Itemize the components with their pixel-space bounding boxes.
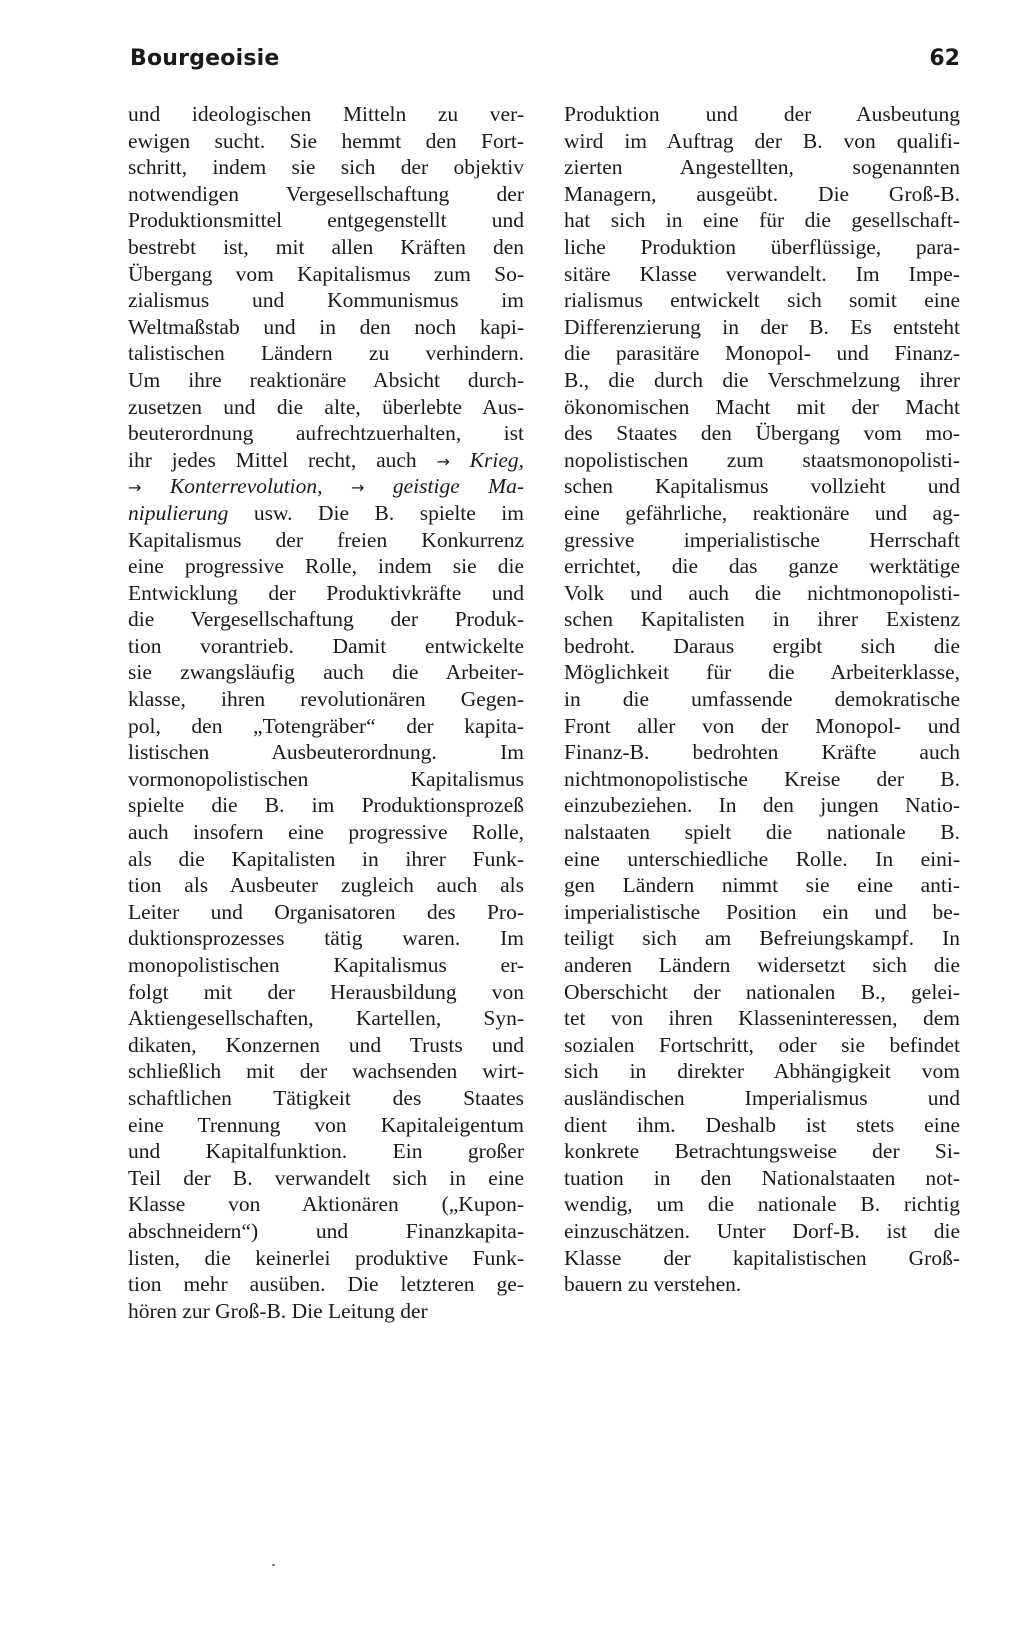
text-line: duktionsprozesses tätig waren. Im <box>128 926 524 951</box>
text-line: Produktionsmittel entgegenstellt und <box>128 208 524 233</box>
text-line: Kapitalismus der freien Konkurrenz <box>128 527 524 552</box>
cross-reference-krieg: Krieg, <box>469 447 524 472</box>
text-line: zierten Angestellten, sogenannten <box>564 155 960 180</box>
text-line: pol, den „Totengräber“ der kapita- <box>128 713 524 738</box>
text-line: eine unterschiedliche Rolle. In eini- <box>564 846 960 871</box>
text-line: wird im Auftrag der B. von qualifi- <box>564 128 960 153</box>
cross-reference-konterrevolution: Konterrevolution, <box>169 474 323 499</box>
text-line: beuterordnung aufrechtzuerhalten, ist <box>128 421 524 446</box>
text-line: sozialen Fortschritt, oder sie befindet <box>564 1032 960 1057</box>
text-line: Finanz-B. bedrohten Kräfte auch <box>564 740 960 765</box>
text-line: eine gefährliche, reaktionäre und ag- <box>564 500 960 525</box>
text-line: Um ihre reaktionäre Absicht durch- <box>128 367 524 392</box>
text-line: eine Trennung von Kapitaleigentum <box>128 1112 524 1137</box>
text-line: des Staates den Übergang vom mo- <box>564 421 960 446</box>
text-line: Möglichkeit für die Arbeiterklasse, <box>564 660 960 685</box>
text-line: einzubeziehen. In den jungen Natio- <box>564 793 960 818</box>
text-line: Klasse der kapitalistischen Groß- <box>564 1245 960 1270</box>
cross-reference-arrow-icon: → <box>351 478 365 498</box>
running-head-title: Bourgeoisie <box>130 46 280 71</box>
text-line: sitäre Klasse verwandelt. Im Impe- <box>564 261 960 286</box>
text-line: bestrebt ist, mit allen Kräften den <box>128 234 524 259</box>
text-line: die Vergesellschaftung der Produk- <box>128 607 524 632</box>
text-line: monopolistischen Kapitalismus er- <box>128 953 524 977</box>
text-line: Teil der B. verwandelt sich in eine <box>128 1165 524 1190</box>
text-line: errichtet, die das ganze werktätige <box>564 554 960 579</box>
text-line <box>128 473 524 500</box>
text-line: die parasitäre Monopol- und Finanz- <box>564 341 960 366</box>
text-line: imperialistische Position ein und be- <box>564 899 960 924</box>
text-line: gressive imperialistische Herrschaft <box>564 527 960 552</box>
text-line: ökonomischen Macht mit der Macht <box>564 394 960 419</box>
text-line: nopolistischen zum staatsmonopolisti- <box>564 447 960 472</box>
text-line: sich in direkter Abhängigkeit vom <box>564 1059 960 1084</box>
text-line: rialismus entwickelt sich somit eine <box>564 288 960 313</box>
text-line: zialismus und Kommunismus im <box>128 288 524 313</box>
text-line: hören zur Groß-B. Die Leitung der <box>128 1298 428 1323</box>
text-line: Front aller von der Monopol- und <box>564 713 960 738</box>
text-line: in die umfassende demokratische <box>564 687 960 712</box>
cross-reference-geistige-manipulierung-cont: nipulierung <box>128 500 229 525</box>
text-line: Managern, ausgeübt. Die Groß-B. <box>564 181 960 206</box>
text-line: Klasse von Aktionären („Kupon- <box>128 1192 524 1217</box>
text-line: schaftlichen Tätigkeit des Staates <box>128 1085 524 1110</box>
text-line: Weltmaßstab und in den noch kapi- <box>128 314 524 339</box>
text-line: schen Kapitalismus vollzieht und <box>564 474 960 499</box>
text-line: tuation in den Nationalstaaten not- <box>564 1165 960 1190</box>
text-line: einzuschätzen. Unter Dorf-B. ist die <box>564 1218 960 1243</box>
text-line: Differenzierung in der B. Es entsteht <box>564 314 960 339</box>
text-line: tion als Ausbeuter zugleich auch als <box>128 873 524 898</box>
text-line: tet von ihren Klasseninteressen, dem <box>564 1006 960 1031</box>
text-line: listen, die keinerlei produktive Funk- <box>128 1245 524 1270</box>
text-line: Aktiengesellschaften, Kartellen, Syn- <box>128 1006 524 1031</box>
text-line: konkrete Betrachtungsweise der Si- <box>564 1139 960 1164</box>
text-line: vormonopolistischen Kapitalismus <box>128 766 524 791</box>
text-line: bedroht. Daraus ergibt sich die <box>564 633 960 658</box>
text-line: bauern zu verstehen. <box>564 1272 742 1297</box>
right-text-column <box>564 101 960 1298</box>
page-number: 62 <box>929 46 960 71</box>
text-line: folgt mit der Herausbildung von <box>128 979 524 1004</box>
text-line: nalstaaten spielt die nationale B. <box>564 820 960 845</box>
text-line: tion vorantrieb. Damit entwickelte <box>128 633 524 658</box>
text-line: klasse, ihren revolutionären Gegen- <box>128 687 524 712</box>
text-line: nichtmonopolistische Kreise der B. <box>564 766 960 791</box>
text-line: Produktion und der Ausbeutung <box>564 102 960 126</box>
left-text-column <box>128 101 524 1324</box>
text-line: abschneidern“) und Finanzkapita- <box>128 1218 524 1243</box>
text-fragment: usw. Die B. spielte im <box>253 500 525 525</box>
text-line: teiligt sich am Befreiungskampf. In <box>564 926 960 951</box>
text-line: talistischen Ländern zu verhindern. <box>128 341 524 366</box>
text-line: und ideologischen Mitteln zu ver- <box>128 102 524 126</box>
text-line: dient ihm. Deshalb ist stets eine <box>564 1112 960 1137</box>
text-line: notwendigen Vergesellschaftung der <box>128 181 524 206</box>
cross-reference-arrow-icon: → <box>436 451 450 471</box>
text-line: eine progressive Rolle, indem sie die <box>128 554 524 579</box>
text-line: schließlich mit der wachsenden wirt- <box>128 1059 524 1084</box>
text-line: zusetzen und die alte, überlebte Aus- <box>128 394 524 419</box>
text-line: anderen Ländern widersetzt sich die <box>564 953 960 977</box>
text-line: Entwicklung der Produktivkräfte und <box>128 580 524 605</box>
text-line: dikaten, Konzernen und Trusts und <box>128 1032 524 1057</box>
text-line: liche Produktion überflüssige, para- <box>564 234 960 259</box>
text-line: schritt, indem sie sich der objektiv <box>128 155 524 180</box>
text-line: gen Ländern nimmt sie eine anti- <box>564 873 960 898</box>
text-line: wendig, um die nationale B. richtig <box>564 1192 960 1217</box>
text-line: und Kapitalfunktion. Ein großer <box>128 1139 524 1164</box>
text-line: tion mehr ausüben. Die letzteren ge- <box>128 1272 524 1297</box>
text-line <box>128 500 524 527</box>
text-line: auch insofern eine progressive Rolle, <box>128 820 524 845</box>
text-fragment: ihr jedes Mittel recht, auch <box>128 447 417 472</box>
text-line: B., die durch die Verschmelzung ihrer <box>564 367 960 392</box>
text-line: Übergang vom Kapitalismus zum So- <box>128 261 524 286</box>
print-speck <box>272 1564 275 1566</box>
text-line: hat sich in eine für die gesellschaft- <box>564 208 960 233</box>
cross-reference-arrow-icon: → <box>128 478 142 498</box>
text-line: als die Kapitalisten in ihrer Funk- <box>128 846 524 871</box>
cross-reference-geistige-manipulierung: geistige Ma- <box>392 474 525 499</box>
text-line: spielte die B. im Produktionsprozeß <box>128 793 524 818</box>
text-line: ewigen sucht. Sie hemmt den Fort- <box>128 128 524 153</box>
text-line: schen Kapitalisten in ihrer Existenz <box>564 607 960 632</box>
text-line: Leiter und Organisatoren des Pro- <box>128 899 524 924</box>
text-line: listischen Ausbeuterordnung. Im <box>128 740 524 765</box>
text-line: Oberschicht der nationalen B., gelei- <box>564 979 960 1004</box>
text-line: Volk und auch die nichtmonopolisti- <box>564 580 960 605</box>
text-line: sie zwangsläufig auch die Arbeiter- <box>128 660 524 685</box>
text-line <box>128 447 524 474</box>
text-line: ausländischen Imperialismus und <box>564 1085 960 1110</box>
